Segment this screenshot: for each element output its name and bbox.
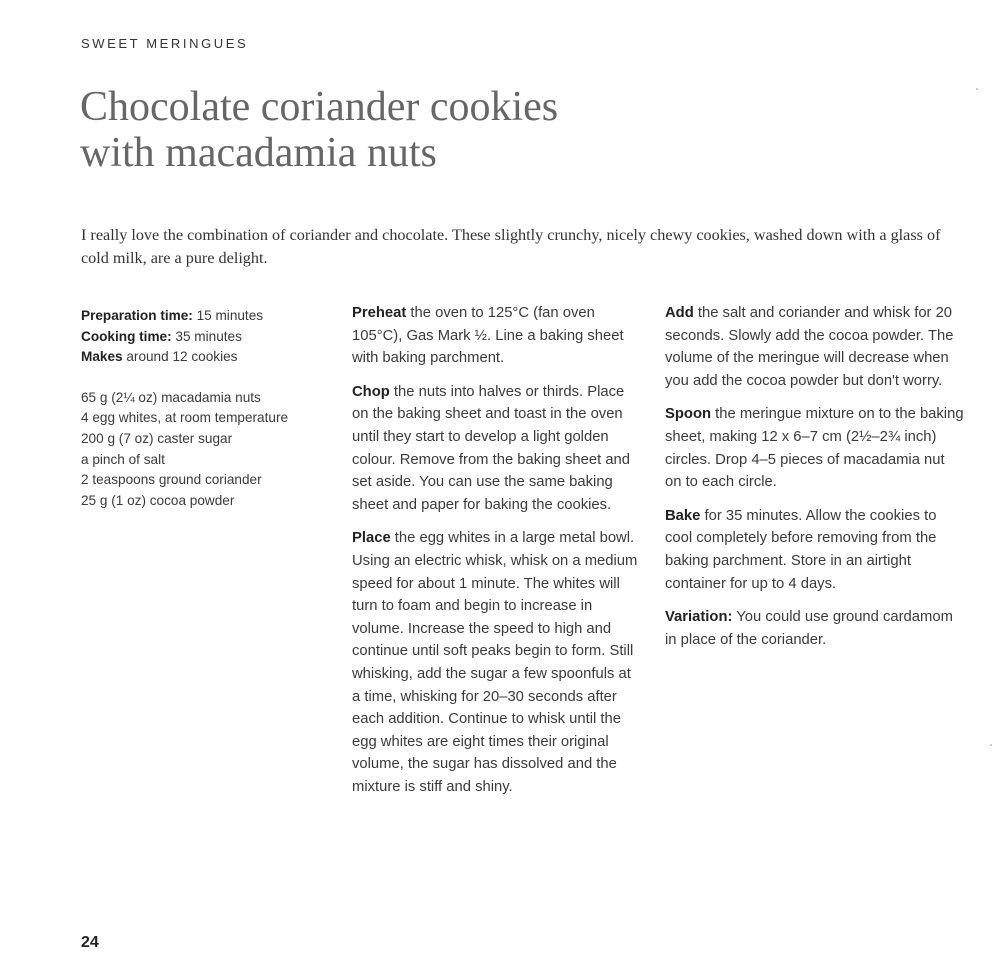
info-column	[81, 306, 331, 511]
title-line-1: Chocolate coriander cookies	[80, 84, 559, 130]
title-line-2: with macadamia nuts	[80, 130, 437, 176]
ingredient-item: 65 g (2¼ oz) macadamia nuts	[81, 389, 261, 405]
cooking-time	[81, 327, 331, 348]
page-number: 24	[81, 934, 99, 951]
scan-speck	[976, 88, 978, 90]
step-text: the salt and coriander and whisk for 20 seconds. Slowly add the cocoa powder. The volume of the meringue will decrease when you add the cocoa powder but don't worry.	[665, 305, 954, 389]
ingredient-list	[81, 388, 331, 512]
method-step	[352, 527, 642, 798]
recipe-title	[80, 84, 960, 176]
ingredient-item: 4 egg whites, at room temperature	[81, 410, 289, 426]
step-lead: Add	[665, 305, 694, 321]
step-lead: Preheat	[352, 305, 407, 321]
prep-time	[81, 306, 331, 327]
variation-lead: Variation:	[665, 609, 733, 626]
method-column-1	[352, 302, 642, 809]
step-lead: Place	[352, 530, 391, 547]
ingredient-item: 200 g (7 oz) caster sugar	[81, 430, 233, 446]
step-text: the nuts into halves or thirds. Place on the baking sheet and toast in the oven until they start to develop a light golden colour. Remove from the baking sheet and set aside. You can use the same baking sheet and paper for baking the cookies.	[352, 383, 631, 513]
method-step	[352, 381, 642, 517]
cooking-time-label: Cooking time:	[81, 328, 172, 344]
ingredient-item: 2 teaspoons ground coriander	[81, 472, 262, 488]
prep-time-label: Preparation time:	[81, 308, 193, 323]
method-step	[665, 403, 965, 493]
section-label: SWEET MERINGUES	[81, 36, 249, 51]
step-text: the oven to 125°C (fan oven 105°C), Gas Mark ½. Line a baking sheet with baking parchment.	[352, 305, 624, 367]
method-step	[665, 505, 965, 595]
step-lead: Spoon	[665, 406, 712, 423]
cooking-time-value: 35 minutes	[171, 328, 242, 344]
variation-note	[665, 606, 965, 651]
step-lead: Chop	[352, 383, 390, 400]
method-step	[352, 302, 642, 370]
step-lead: Bake	[665, 507, 701, 524]
makes	[81, 347, 331, 368]
scan-speck	[990, 744, 992, 746]
ingredient-item: 25 g (1 oz) cocoa powder	[81, 492, 235, 508]
method-column-2	[665, 302, 965, 662]
method-step	[665, 302, 965, 392]
recipe-meta	[81, 306, 331, 368]
recipe-intro: I really love the combination of coriander and chocolate. These slightly crunchy, nicely chewy cookies, washed down with a glass of cold milk, are a pure delight.	[81, 226, 941, 267]
ingredient-item: a pinch of salt	[81, 451, 165, 467]
makes-value: around 12 cookies	[122, 349, 238, 365]
step-text: the egg whites in a large metal bowl. Using an electric whisk, whisk on a medium speed for about 1 minute. The whites will turn to foam and begin to increase in volume. Increase the speed to high and continue until soft peaks begin to form. Still whisking, add the sugar a few spoonfuls at a time, whisking for 20–30 seconds after each addition. Continue to whisk until the egg whites are eight times their original volume, the sugar has dissolved and the mixture is stiff and shiny.	[352, 530, 638, 795]
variation-text: You could use ground cardamom in place of the coriander.	[665, 609, 953, 648]
prep-time-value: 15 minutes	[192, 308, 264, 323]
step-text: for 35 minutes. Allow the cookies to cool completely before removing from the baking parchment. Store in an airtight container for up to 4 days.	[665, 507, 937, 592]
step-text: the meringue mixture on to the baking sheet, making 12 x 6–7 cm (2½–2¾ inch) circles. Drop 4–5 pieces of macadamia nut on to each circle.	[665, 406, 964, 491]
makes-label: Makes	[81, 349, 123, 365]
